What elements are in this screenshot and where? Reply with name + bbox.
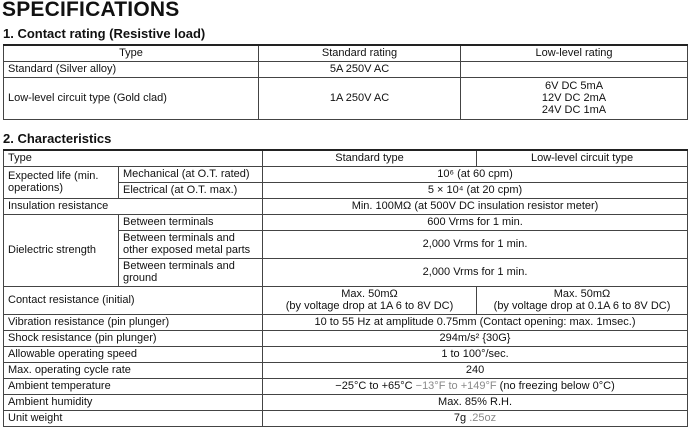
table-row: [4, 61, 688, 77]
type-cell: Low-level circuit type (Gold clad): [4, 77, 259, 119]
contact-rating-title: 1. Contact rating (Resistive load): [3, 26, 206, 41]
expected-life-label: Expected life (min. operations): [4, 166, 119, 198]
contact-rating-table: [3, 44, 688, 120]
contact-resistance-line: (by voltage drop at 1A 6 to 8V DC): [285, 300, 454, 312]
header-low-level-type: Low-level circuit type: [477, 150, 688, 166]
table-header-row: [4, 45, 688, 61]
electrical-label: Electrical (at O.T. max.): [119, 182, 263, 198]
table-row: [4, 330, 688, 346]
mechanical-value: 10⁶ (at 60 cpm): [263, 166, 688, 182]
low-level-rating-line: 24V DC 1mA: [541, 104, 607, 116]
table-row: [4, 314, 688, 330]
ambient-temperature-label: Ambient temperature: [4, 378, 263, 394]
vibration-resistance-label: Vibration resistance (pin plunger): [4, 314, 263, 330]
unit-weight-label: Unit weight: [4, 410, 263, 426]
header-standard-type: Standard type: [263, 150, 477, 166]
standard-rating-cell: 1A 250V AC: [259, 77, 461, 119]
table-row: [4, 394, 688, 410]
dielectric-sub-label: Between terminals and ground: [119, 258, 263, 286]
type-cell: Standard (Silver alloy): [4, 61, 259, 77]
temperature-note: (no freezing below 0°C): [499, 380, 615, 392]
ambient-temperature-value: [263, 378, 688, 394]
low-level-rating-line: 12V DC 2mA: [541, 92, 607, 104]
contact-resistance-low-level: [477, 286, 688, 314]
unit-weight-value: [263, 410, 688, 426]
dielectric-value: 2,000 Vrms for 1 min.: [263, 258, 688, 286]
header-type: Type: [4, 45, 259, 61]
cycle-rate-value: 240: [263, 362, 688, 378]
table-row: [4, 410, 688, 426]
characteristics-title: 2. Characteristics: [3, 131, 112, 146]
electrical-value: 5 × 10⁴ (at 20 cpm): [263, 182, 688, 198]
table-row: [4, 198, 688, 214]
temperature-fahrenheit: −13°F to +149°F: [415, 380, 497, 392]
insulation-resistance-value: Min. 100MΩ (at 500V DC insulation resistor meter): [263, 198, 688, 214]
header-low-level-rating: Low-level rating: [461, 45, 688, 61]
mechanical-label: Mechanical (at O.T. rated): [119, 166, 263, 182]
dielectric-value: 600 Vrms for 1 min.: [263, 214, 688, 230]
dielectric-value: 2,000 Vrms for 1 min.: [263, 230, 688, 258]
contact-resistance-line: Max. 50mΩ: [553, 288, 611, 300]
dielectric-sub-label: Between terminals: [119, 214, 263, 230]
table-row: [4, 214, 688, 230]
low-level-rating-cell: [461, 77, 688, 119]
table-header-row: [4, 150, 688, 166]
contact-resistance-label: Contact resistance (initial): [4, 286, 263, 314]
header-standard-rating: Standard rating: [259, 45, 461, 61]
table-row: [4, 346, 688, 362]
contact-resistance-line: (by voltage drop at 0.1A 6 to 8V DC): [493, 300, 671, 312]
table-row: [4, 77, 688, 119]
operating-speed-value: 1 to 100°/sec.: [263, 346, 688, 362]
low-level-rating-cell: [461, 61, 688, 77]
unit-weight-ounces: .25oz: [469, 412, 497, 424]
temperature-celsius: −25°C to +65°C: [335, 380, 413, 392]
contact-resistance-standard: [263, 286, 477, 314]
table-row: [4, 286, 688, 314]
shock-resistance-label: Shock resistance (pin plunger): [4, 330, 263, 346]
dielectric-sub-label: Between terminals and other exposed metal parts: [119, 230, 263, 258]
table-row: [4, 362, 688, 378]
unit-weight-grams: 7g: [453, 412, 467, 424]
page-title: SPECIFICATIONS: [2, 0, 180, 21]
contact-resistance-line: Max. 50mΩ: [341, 288, 398, 300]
ambient-humidity-label: Ambient humidity: [4, 394, 263, 410]
dielectric-strength-label: Dielectric strength: [4, 214, 119, 286]
table-row: [4, 378, 688, 394]
ambient-humidity-value: Max. 85% R.H.: [263, 394, 688, 410]
characteristics-table: [3, 149, 688, 427]
header-type: Type: [4, 150, 263, 166]
table-row: [4, 166, 688, 182]
operating-speed-label: Allowable operating speed: [4, 346, 263, 362]
low-level-rating-line: 6V DC 5mA: [544, 80, 604, 92]
insulation-resistance-label: Insulation resistance: [4, 198, 263, 214]
standard-rating-cell: 5A 250V AC: [259, 61, 461, 77]
shock-resistance-value: 294m/s² {30G}: [263, 330, 688, 346]
cycle-rate-label: Max. operating cycle rate: [4, 362, 263, 378]
vibration-resistance-value: 10 to 55 Hz at amplitude 0.75mm (Contact opening: max. 1msec.): [263, 314, 688, 330]
